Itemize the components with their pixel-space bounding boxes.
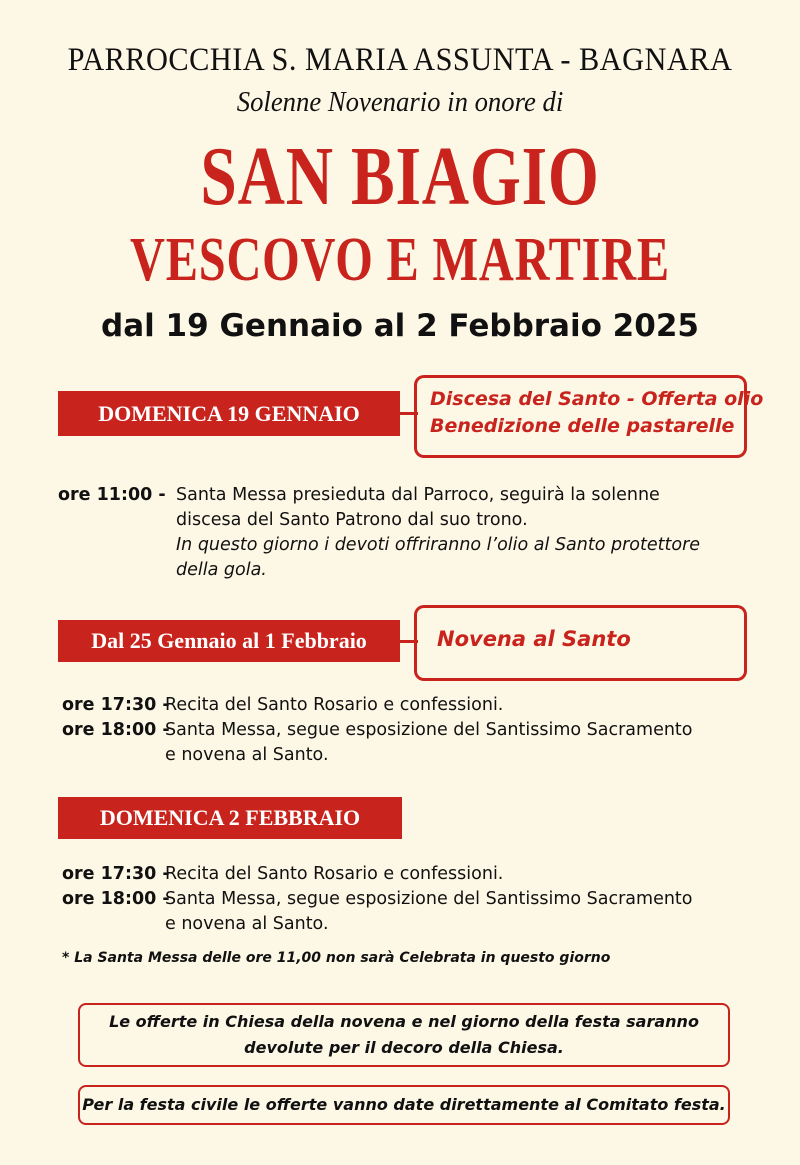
parish-name: PARROCCHIA S. MARIA ASSUNTA - BAGNARA: [67, 42, 733, 78]
section-label-domenica-2: DOMENICA 2 FEBBRAIO: [58, 797, 402, 839]
offerings-box: [78, 1003, 730, 1067]
schedule-text: Santa Messa, segue esposizione del Santissimo Sacramento: [165, 889, 693, 909]
schedule-text: e novena al Santo.: [165, 745, 329, 765]
civil-feast-box: [78, 1085, 730, 1125]
schedule-text: Santa Messa, segue esposizione del Santissimo Sacramento: [165, 720, 693, 740]
schedule-text: Santa Messa presieduta dal Parroco, seguirà la solenne: [176, 485, 660, 505]
subtitle: Solenne Novenario in onore di: [236, 86, 564, 118]
offerings-line: devolute per il decoro della Chiesa.: [244, 1038, 564, 1057]
schedule-text: e novena al Santo.: [165, 914, 329, 934]
schedule-note: In questo giorno i devoti offriranno l’olio al Santo protettore: [176, 535, 701, 555]
section-label-domenica-19: DOMENICA 19 GENNAIO: [58, 391, 400, 436]
saint-title: VESCOVO E MARTIRE: [130, 226, 670, 294]
section-label-novena-period: Dal 25 Gennaio al 1 Febbraio: [58, 620, 400, 662]
schedule-text: Recita del Santo Rosario e confessioni.: [165, 695, 504, 715]
schedule-text: Recita del Santo Rosario e confessioni.: [165, 864, 504, 884]
schedule-text: discesa del Santo Patrono dal suo trono.: [176, 510, 528, 530]
offerings-line: Le offerte in Chiesa della novena e nel giorno della festa saranno: [109, 1012, 699, 1031]
note-line: Benedizione delle pastarelle: [430, 415, 735, 437]
schedule-time: ore 17:30 -: [62, 695, 170, 715]
schedule-time: ore 18:00 -: [62, 889, 170, 909]
schedule-time: ore 17:30 -: [62, 864, 170, 884]
saint-name: SAN BIAGIO: [200, 130, 600, 223]
schedule-note: della gola.: [176, 560, 267, 580]
schedule-time: ore 18:00 -: [62, 720, 170, 740]
note-line: Discesa del Santo - Offerta olio: [430, 388, 764, 410]
footnote: * La Santa Messa delle ore 11,00 non sarà Celebrata in questo giorno: [62, 950, 611, 966]
schedule-time: ore 11:00 -: [58, 485, 166, 505]
civil-feast-text: Per la festa civile le offerte vanno date direttamente al Comitato festa.: [82, 1095, 726, 1114]
note-line: Novena al Santo: [437, 627, 631, 651]
event-dates: dal 19 Gennaio al 2 Febbraio 2025: [101, 308, 699, 344]
